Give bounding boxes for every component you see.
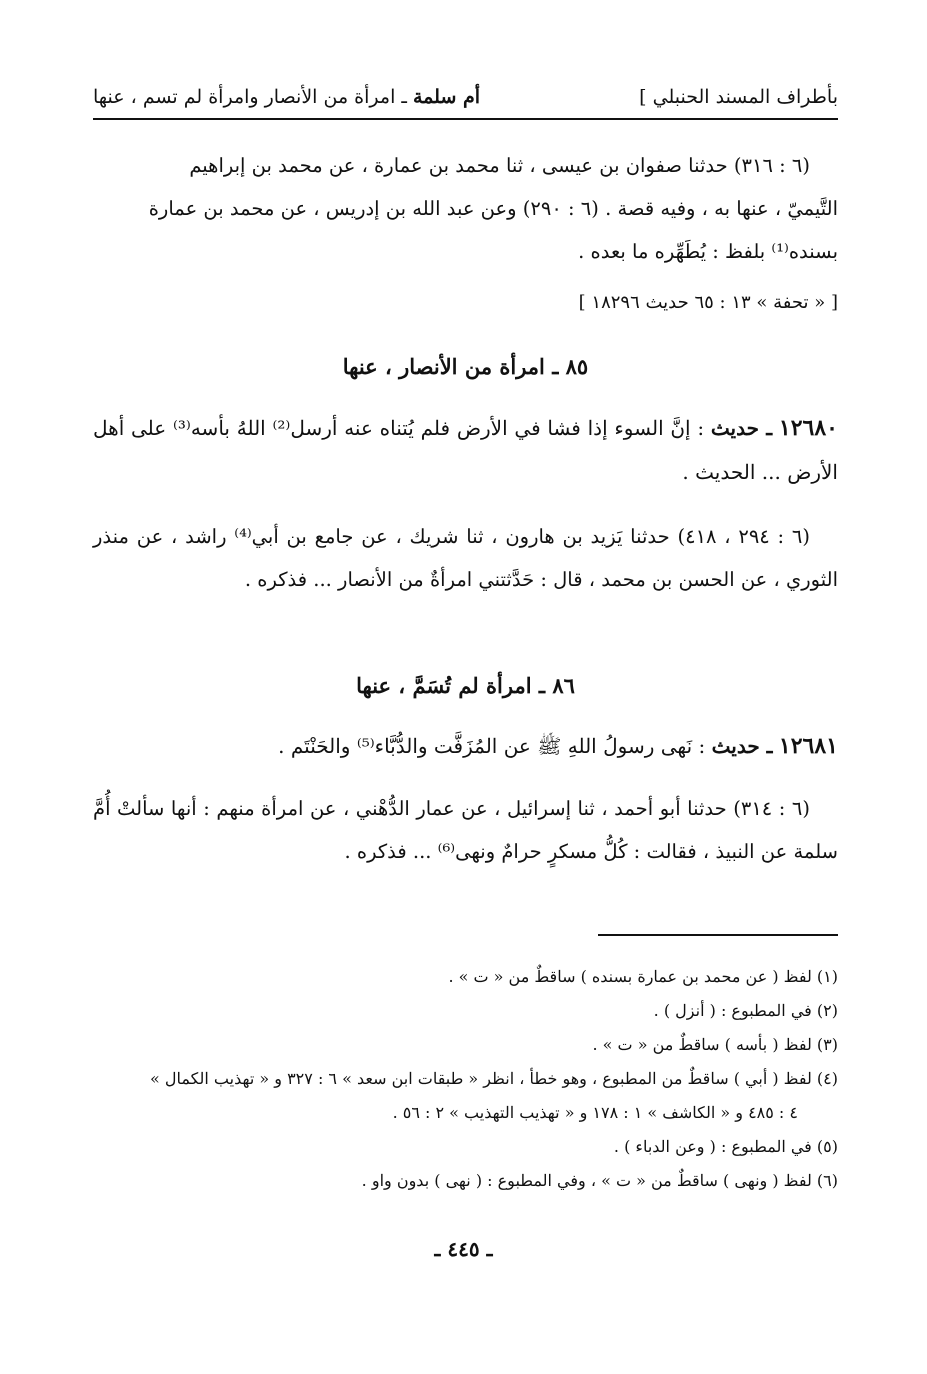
footnote-separator [598,934,838,936]
footnote-2: (٢) في المطبوع : ( أنزل ) . [653,1001,838,1020]
footnotes [93,960,838,1198]
footnote-1: (١) لفظ ( عن محمد بن عمارة بسنده ) ساقطٌ من « ت » . [448,967,838,986]
opening-paragraph [93,144,838,273]
header-chapter-bold: أم سلمة [413,86,481,108]
header-chapter-title [93,86,480,108]
header-book-title: بأطراف المسند الحنبلي ] [639,86,838,108]
footnote-5: (٥) في المطبوع : ( وعن الدباء ) . [613,1137,838,1156]
hadith-text: : نَهى رسولُ اللهِ ﷺ عن المُزَفَّت والدُّبَّاء⁽⁵⁾ والحَنْتَم . [278,734,706,758]
footnote-3: (٣) لفظ ( بأسه ) ساقطٌ من « ت » . [592,1035,838,1054]
tuhfa-citation: [ « تحفة » ١٣ : ٦٥ حديث ١٨٢٩٦ ] [578,292,838,313]
section-85-heading: ٨٥ ـ امرأة من الأنصار ، عنها [342,354,589,379]
opening-line-3: بسنده⁽¹⁾ بلفظ : يُطَهِّره ما بعده . [578,240,838,263]
hadith-text: : إنَّ السوء إذا فشا في الأرض فلم يُتناه عنه أرسل⁽²⁾ اللهُ بأسه⁽³⁾ على أهل الأرض ... الحديث . [93,416,838,484]
opening-line-1: (٦ : ٣١٦) حدثنا صفوان بن عيسى ، ثنا محمد بن عمارة ، عن محمد بن إبراهيم [189,154,810,177]
hadith-keyword: ـ حديث [710,416,773,440]
hadith-12681 [93,724,838,768]
running-header [93,84,838,120]
opening-line-2: التَّيميّ ، عنها به ، وفيه قصة . (٦ : ٢٩٠) وعن عبد الله بن إدريس ، عن محمد بن عمارة [148,197,838,220]
isnad-12680 [93,515,838,601]
hadith-number: ١٢٦٨١ [778,733,838,759]
isnad-text: (٦ : ٢٩٤ ، ٤١٨) حدثنا يَزيد بن هارون ، ثنا شريك ، عن جامع بن أبي⁽⁴⁾ راشد ، عن منذر الثوري ، عن الحسن بن محمد ، قال : حَدَّثتني امرأةٌ من الأنصار ... فذكره . [93,525,838,591]
hadith-keyword: ـ حديث [711,734,773,758]
page-number: ـ ٤٤٥ ـ [434,1237,493,1261]
hadith-number: ١٢٦٨٠ [778,415,838,441]
footnote-6: (٦) لفظ ( ونهى ) ساقطٌ من « ت » ، وفي المطبوع : ( نهى ) بدون واو . [361,1171,838,1190]
isnad-12681 [93,787,838,873]
section-86-heading: ٨٦ ـ امرأة لم تُسَمَّ ، عنها [356,673,575,698]
isnad-text: (٦ : ٣١٤) حدثنا أبو أحمد ، ثنا إسرائيل ، عن عمار الدُّهْني ، عن امرأة منهم : أنها سألتْ أُمَّ سلمة عن النبيذ ، فقالت : كُلُّ مسكرٍ حرامٌ ونهى⁽⁶⁾ ... فذكره . [93,797,838,863]
footnote-4-continued: ٤ : ٤٨٥ و « الكاشف » ١ : ١٧٨ و « تهذيب التهذيب » ٢ : ٥٦ . [392,1103,798,1122]
footnote-4: (٤) لفظ ( أبي ) ساقطٌ من المطبوع ، وهو خطأ ، انظر « طبقات ابن سعد » ٦ : ٣٢٧ و « تهذيب الكمال » [150,1069,838,1088]
header-chapter-rest: ـ امرأة من الأنصار وامرأة لم تسم ، عنها [93,86,413,108]
hadith-12680 [93,406,838,494]
